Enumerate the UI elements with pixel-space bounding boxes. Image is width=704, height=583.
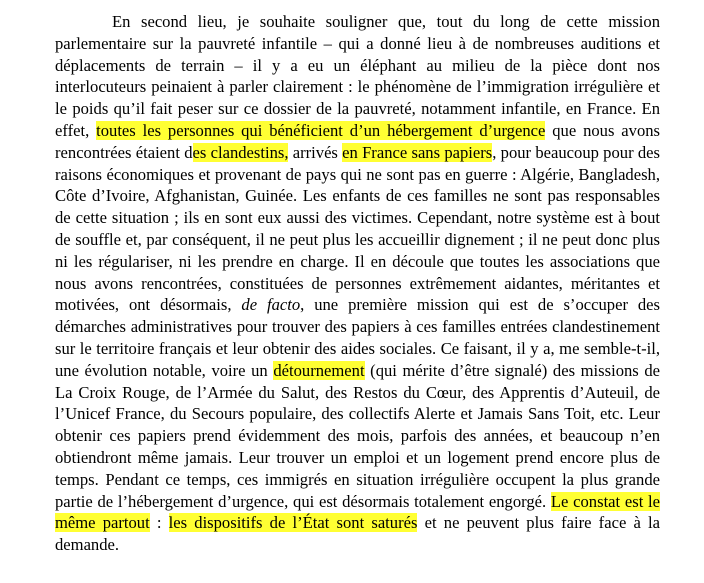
italic-text: de facto <box>241 295 301 315</box>
text-segment: En second lieu, je souhaite souligner que, tout du long de cette mission parlementaire sur la pauvreté infantile – qui a donné lieu à de nombreuses auditions et déplacements de terrain – il y a eu un éléphant au milieu de la pièce dont nos interlocuteurs peinaient à parler clairement : le phénomène de l’immigration irrégulière et le poids qu’il fait peser sur ce dossier de la pauvreté, notamment infantile, en France. En effet, <box>55 12 660 140</box>
highlighted-text: Le constat est le même partout <box>55 491 661 533</box>
text-segment: , une première mission qui est de s’occuper des démarches administratives pour trouver des papiers à ces familles entrées clandestinement sur le territoire français et leur obtenir des aides sociales. Ce faisant, il y a, me semble-t-il, une évolution notable, voire un <box>55 295 660 380</box>
highlighted-text: es clandestins, <box>192 142 289 162</box>
document-page <box>55 11 660 556</box>
paragraph <box>55 11 660 556</box>
highlighted-text: toutes les personnes qui bénéficient d’un hébergement d’urgence <box>96 120 546 140</box>
highlighted-text: détournement <box>273 360 365 380</box>
text-segment: et ne peuvent plus faire face à la demande. <box>55 513 660 555</box>
highlighted-text: les dispositifs de l’État sont saturés <box>168 513 418 533</box>
text-segment: , pour beaucoup pour des raisons économiques et provenant de pays qui ne sont pas en guerre : Algérie, Bangladesh, Côte d’Ivoire, Afghanistan, Guinée. Les enfants de ces familles ne sont pas responsables de cette situation ; ils en sont eux aussi des victimes. Cependant, notre système est à bout de souffle et, par conséquent, il ne peut plus les accueillir dignement ; il ne peut donc plus ni les régulariser, ni les prendre en charge. Il en découle que toutes les associations que nous avons rencontrées, constituées de personnes extrêmement aidantes, méritantes et motivées, ont désormais, <box>55 142 660 315</box>
text-segment: (qui mérite d’être signalé) des missions de La Croix Rouge, de l’Armée du Salut, des Restos du Cœur, des Apprentis d’Auteuil, de l’Unicef France, du Secours populaire, des collectifs Alerte et Jamais Sans Toit, etc. Leur obtenir ces papiers prend évidemment des mois, parfois des années, et beaucoup n’en obtiendront même jamais. Leur trouver un emploi et un logement prend encore plus de temps. Pendant ce temps, ces immigrés en situation irrégulière occupent la plus grande partie de l’hébergement d’urgence, qui est désormais totalement engorgé. <box>55 360 661 511</box>
text-segment: arrivés <box>288 142 343 162</box>
highlighted-text: en France sans papiers <box>342 142 493 162</box>
text-segment: que nous avons rencontrées étaient d <box>55 120 660 162</box>
text-segment: : <box>149 513 169 533</box>
